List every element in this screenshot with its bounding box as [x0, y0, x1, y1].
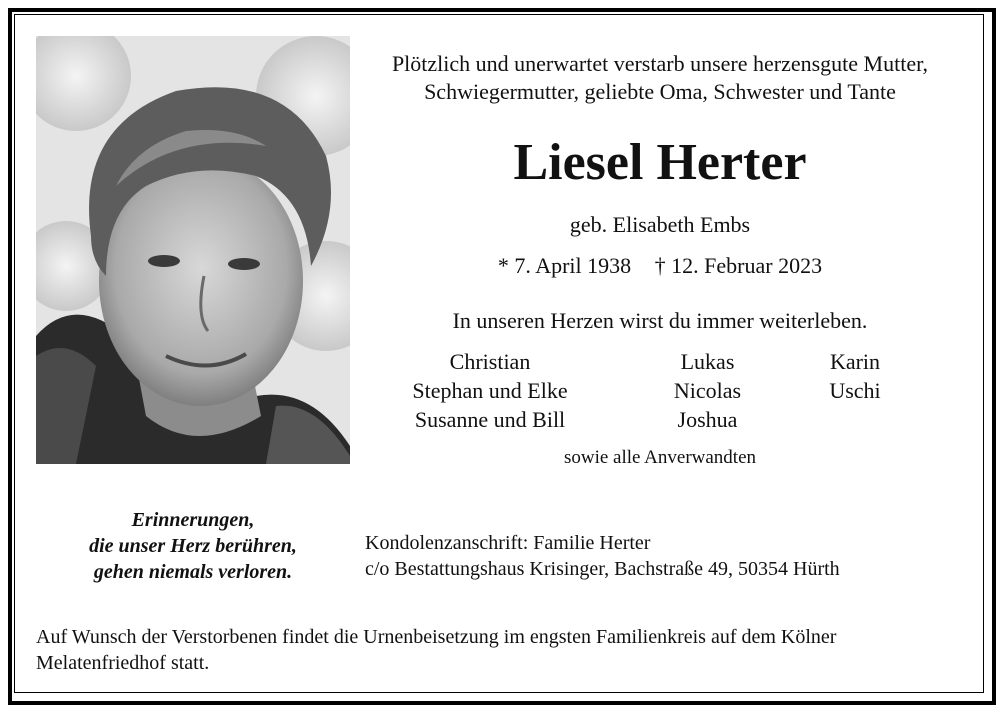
relatives-line: sowie alle Anverwandten	[563, 447, 757, 468]
family-member: Uschi	[829, 378, 881, 403]
deceased-name: Liesel Herter	[513, 134, 807, 191]
memorial-quote: In unseren Herzen wirst du immer weiterleben.	[452, 308, 868, 333]
death-date: † 12. Februar 2023	[654, 253, 823, 278]
burial-notice	[36, 624, 971, 676]
notice-line-1: Auf Wunsch der Verstorbenen findet die Urnenbeisetzung im engsten Familienkreis auf dem Kölner	[36, 626, 837, 648]
intro-line-2: Schwiegermutter, geliebte Oma, Schwester und Tante	[424, 79, 896, 104]
verse-line-1: Erinnerungen,	[131, 509, 255, 531]
life-dates	[360, 252, 960, 280]
condolence-address	[365, 530, 965, 582]
verse-line-2: die unser Herz berühren,	[89, 535, 297, 557]
notice-line-2: Melatenfriedhof statt.	[36, 652, 210, 674]
birth-name: geb. Elisabeth Embs	[569, 212, 751, 237]
address-line-1: Kondolenzanschrift: Familie Herter	[365, 532, 651, 554]
family-column-3	[800, 347, 910, 405]
family-member: Karin	[829, 349, 881, 374]
family-column-2	[635, 347, 780, 434]
intro-line-1: Plötzlich und unerwartet verstarb unsere herzensgute Mutter,	[391, 51, 929, 76]
family-member: Nicolas	[673, 378, 742, 403]
family-column-1	[380, 347, 600, 434]
memorial-verse	[36, 507, 350, 585]
family-member: Joshua	[677, 407, 738, 432]
address-line-2: c/o Bestattungshaus Krisinger, Bachstraße 49, 50354 Hürth	[365, 558, 840, 580]
intro-text	[360, 50, 960, 106]
portrait-photo	[36, 36, 350, 464]
birth-date: * 7. April 1938	[497, 253, 632, 278]
verse-line-3: gehen niemals verloren.	[93, 561, 293, 583]
family-member: Lukas	[680, 349, 735, 374]
family-member: Christian	[449, 349, 531, 374]
family-member: Susanne und Bill	[414, 407, 566, 432]
family-member: Stephan und Elke	[412, 378, 568, 403]
